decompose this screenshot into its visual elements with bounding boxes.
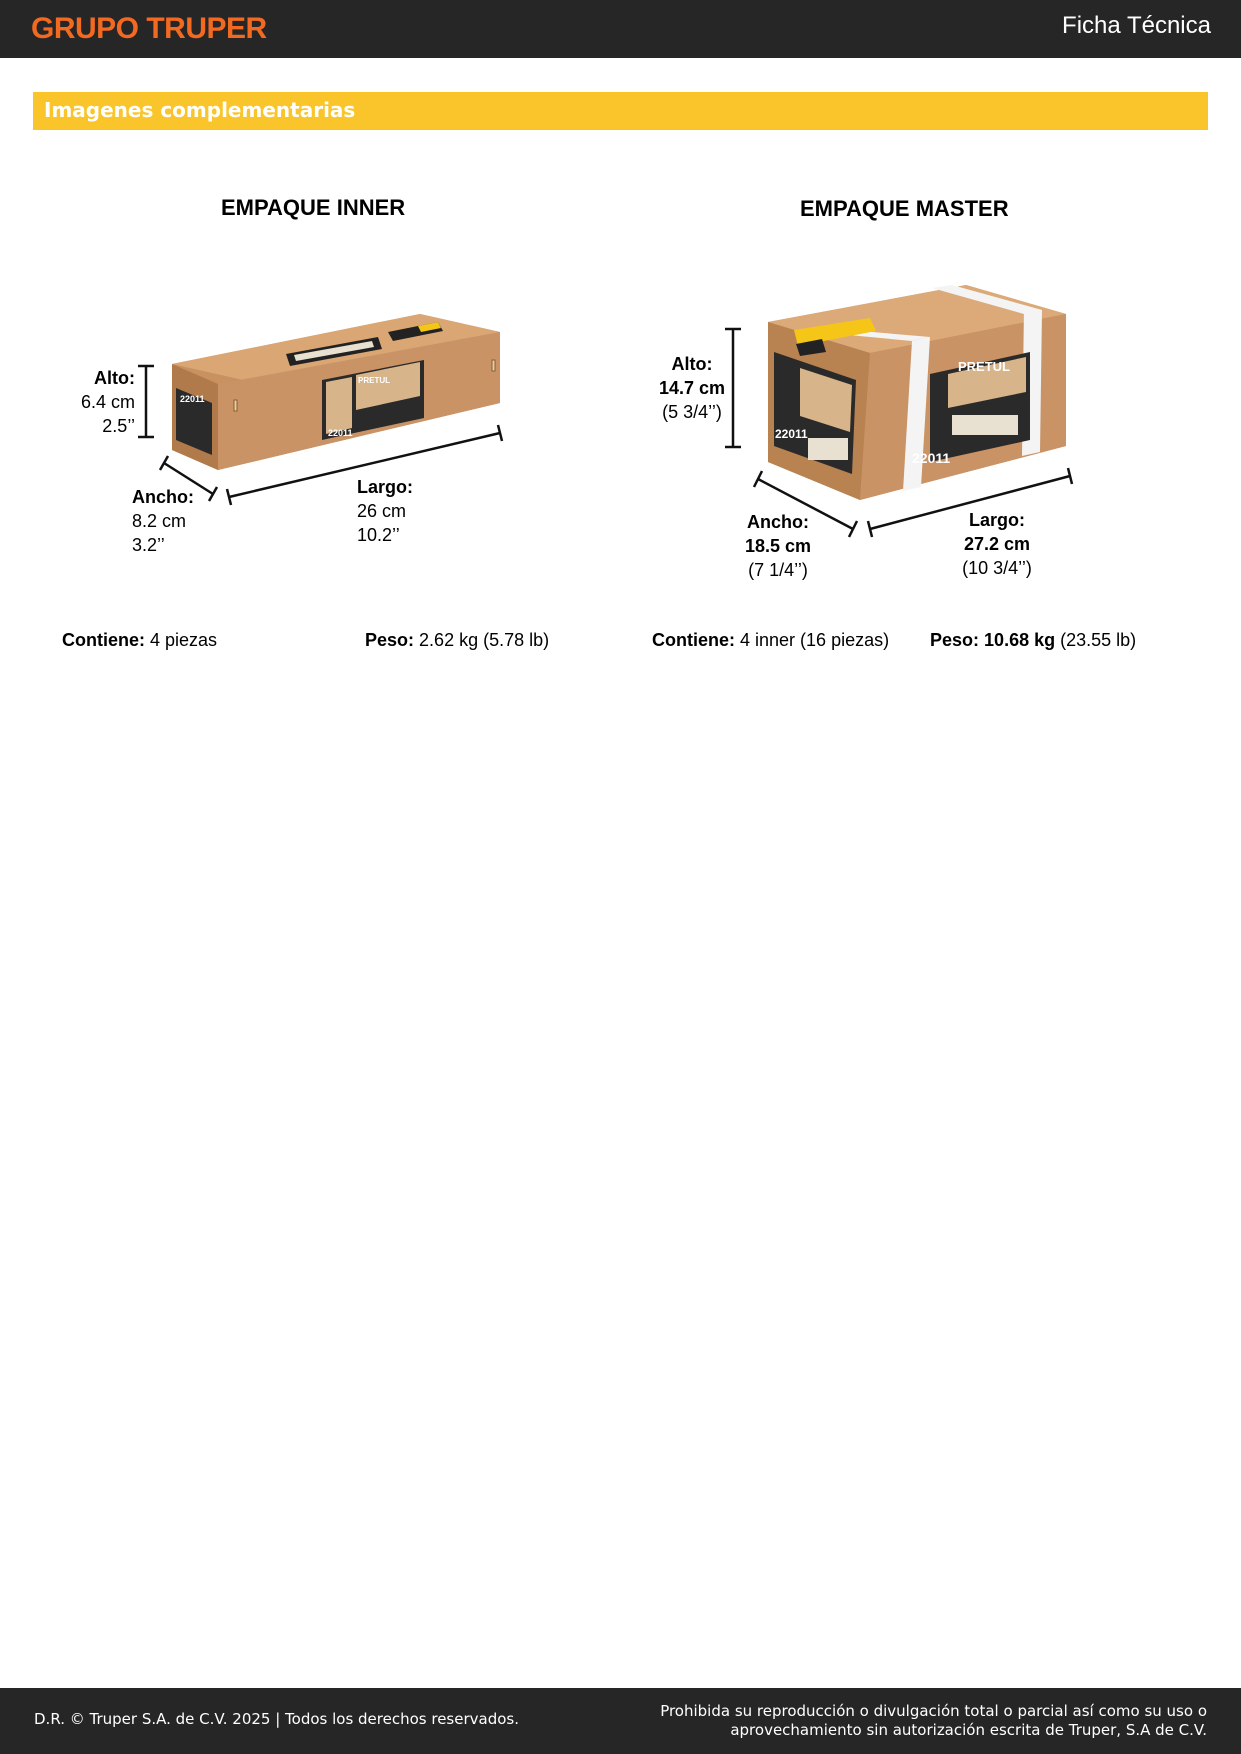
inner-ancho-title: Ancho: <box>132 487 194 507</box>
svg-text:22011: 22011 <box>775 427 808 441</box>
section-title: Imagenes complementarias <box>44 98 356 122</box>
inner-largo-title: Largo: <box>357 477 413 497</box>
inner-alto-cm: 6.4 cm <box>80 392 135 412</box>
master-alto-title: Alto: <box>671 354 713 374</box>
footer-copyright: D.R. © Truper S.A. de C.V. 2025 | Todos los derechos reservados. <box>34 1710 519 1728</box>
master-box-illustration <box>0 0 1241 620</box>
master-ancho-label <box>738 510 818 582</box>
inner-box-brand-text: PRETUL <box>358 376 390 385</box>
master-contiene-label: Contiene: <box>652 630 735 650</box>
master-package-title: EMPAQUE MASTER <box>800 196 1009 221</box>
master-largo-cm: 27.2 cm <box>963 534 1031 554</box>
inner-peso-info <box>365 631 549 649</box>
master-ancho-title: Ancho: <box>747 512 809 532</box>
master-alto-label <box>652 352 732 424</box>
master-contiene-info <box>652 631 889 649</box>
inner-ancho-in: 3.2’’ <box>132 535 165 555</box>
footer-notice: Prohibida su reproducción o divulgación total o parcial así como su uso o aprovechamiento sin autorización escrita de Truper, S.A de C.V. <box>660 1702 1207 1739</box>
page-footer <box>0 1688 1241 1754</box>
master-peso-info <box>930 631 1136 649</box>
inner-alto-title: Alto: <box>94 368 135 388</box>
inner-ancho-cm: 8.2 cm <box>132 511 187 531</box>
inner-largo-cm: 26 cm <box>357 501 407 521</box>
master-alto-in: (5 3/4’’) <box>662 402 722 422</box>
inner-package-title: EMPAQUE INNER <box>221 195 406 220</box>
inner-contiene-label: Contiene: <box>62 630 145 650</box>
inner-peso-value: 2.62 kg (5.78 lb) <box>419 630 550 650</box>
inner-peso-label: Peso: <box>365 630 415 650</box>
master-contiene-value: 4 inner (16 piezas) <box>740 630 890 650</box>
inner-contiene-info <box>62 631 217 649</box>
master-ancho-in: (7 1/4’’) <box>748 560 808 580</box>
inner-contiene-value: 4 piezas <box>150 630 218 650</box>
inner-alto-in: 2.5’’ <box>102 416 135 436</box>
svg-text:22011: 22011 <box>180 394 205 404</box>
master-box-brand-text: PRETUL <box>958 359 1010 374</box>
master-peso-lb: (23.55 lb) <box>1060 630 1137 650</box>
grupo-truper-logo: GRUPO TRUPER <box>31 12 267 45</box>
master-ancho-cm: 18.5 cm <box>744 536 812 556</box>
inner-largo-in: 10.2’’ <box>357 525 400 545</box>
master-peso-label: Peso: <box>930 630 980 650</box>
master-largo-label <box>947 508 1047 580</box>
master-peso-kg: 10.68 kg <box>984 630 1056 650</box>
master-box-code-text: 22011 <box>912 450 951 466</box>
master-largo-title: Largo: <box>969 510 1025 530</box>
inner-box-code-text: 22011 <box>328 428 353 438</box>
document-title: Ficha Técnica <box>1062 12 1211 39</box>
master-largo-in: (10 3/4’’) <box>962 558 1032 578</box>
master-alto-cm: 14.7 cm <box>658 378 726 398</box>
